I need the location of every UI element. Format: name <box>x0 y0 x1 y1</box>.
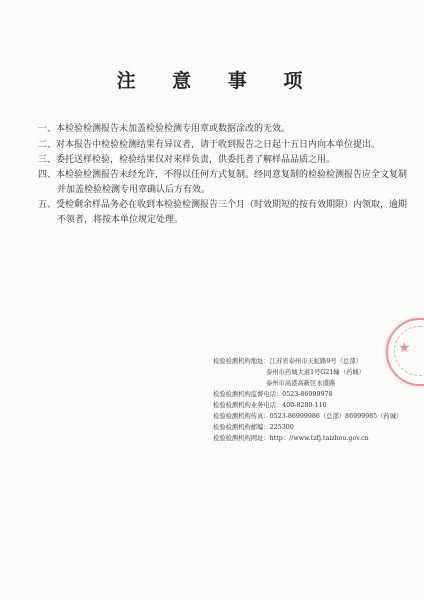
fax-value: 0523-86999986（总部）86999985（药城） <box>269 413 403 420</box>
address-line-2: 泰州市药城大道1号G21幢（药城） <box>266 369 365 376</box>
fax-row <box>213 411 418 422</box>
notice-item-2: 二、对本报告中检验检测结果有异议者，请于收到报告之日起十五日内向本单位提出。 <box>38 140 381 150</box>
notice-item-5: 五、受检剩余样品务必在收到本检验检测报告三个月（时效期短的按有效期限）内领取，逾期不领者，将按本单位规定处理。 <box>38 200 408 225</box>
postcode-row <box>213 422 418 433</box>
service-label: 检验检测机构业务电话： <box>213 402 283 409</box>
service-value: 400-8280-110 <box>282 402 327 409</box>
address-line-1: 江苏省泰州市天虹路9号（总部） <box>269 358 362 365</box>
hotline-label: 检验检测机构监督电话： <box>213 391 283 398</box>
address-label: 检验检测机构地址： <box>213 358 270 365</box>
hotline-value: 0523-86999978 <box>282 391 333 398</box>
website-label: 检验检测机构网址： <box>213 435 270 442</box>
hotline-row <box>213 389 418 400</box>
website-row <box>213 433 418 444</box>
website-link[interactable]: http：//www.tzfj.taizhou.gov.cn <box>269 435 369 442</box>
notice-list <box>38 122 410 228</box>
page-title: 注 意 事 项 <box>116 70 318 92</box>
notice-item-1: 一、本检验检测报告未加盖检验检测专用章或数据涂改的无效。 <box>38 124 291 134</box>
notice-item-4: 四、本检验检测报告未经允许，不得以任何方式复制。经同意复制的检验检测报告应全文复制并加盖检验检测专用章确认后方有效。 <box>38 170 408 195</box>
address-line-3: 泰州市高港高新区永盛路 <box>266 380 336 387</box>
contact-block <box>213 356 418 444</box>
postcode-value: 225300 <box>269 424 294 431</box>
notice-item-3: 三、委托送样检验，检验结果仅对来样负责，供委托者了解样品品质之用。 <box>38 155 336 165</box>
service-row <box>213 400 418 411</box>
seal-star-icon: ★ <box>398 340 411 356</box>
fax-label: 检验检测机构传真： <box>213 413 270 420</box>
postcode-label: 检验检测机构邮编： <box>213 424 270 431</box>
